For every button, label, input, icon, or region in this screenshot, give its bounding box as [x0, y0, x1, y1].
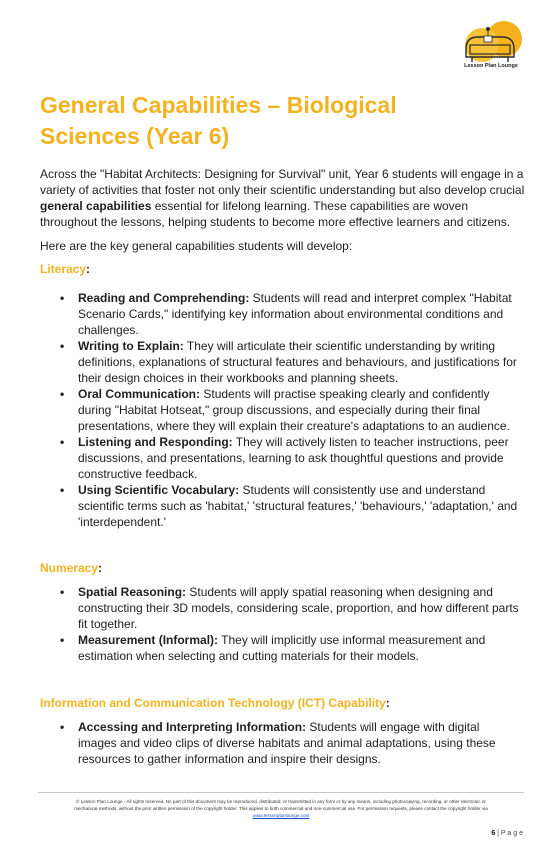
item-term: Listening and Responding: [78, 435, 233, 449]
section-heading-ict: Information and Communication Technology (ICT) Capability: [40, 696, 390, 710]
page-label: | P a g e [497, 830, 523, 837]
lead-in-text: Here are the key general capabilities students will develop: [40, 239, 353, 253]
literacy-heading-text: Literacy [40, 262, 87, 276]
page-title: General Capabilities – Biological Sciences (Year 6) [40, 92, 397, 149]
website-link[interactable]: www.lessonplanlounge.com [252, 813, 310, 818]
page-number [491, 830, 523, 837]
footer-divider [38, 792, 524, 793]
list-item: • Accessing and Interpreting Information: Students will engage with digital images and video clips of diverse habitats and animal adaptations, using these resources to gather information and inspire their designs. [60, 720, 496, 766]
numeracy-heading-text: Numeracy [40, 561, 99, 575]
copyright-line-2: mechanical methods, without the prior written permission of the copyright holder. This applies to both commercial and non-commercial use. For permission requests, please contact the copyright holder via [74, 806, 488, 811]
intro-text-1: Across the "Habitat Architects: Designing for Survival" unit, Year 6 students will engage in a variety of activities that foster not only their scientific understanding but also develop crucial [40, 167, 525, 197]
item-term: Spatial Reasoning: [78, 585, 187, 599]
copyright-footer [40, 798, 522, 819]
copyright-line-1: © Lesson Plan Lounge - All rights reserved. No part of this document may be reproduced, distributed, or transmitted in any form or by any means, including photocopying, recording, or other electronic or [76, 799, 486, 804]
page-number-value: 6 [491, 830, 496, 837]
logo-text: Lesson Plan Lounge [464, 63, 518, 69]
item-text: They will articulate their scientific understanding by writing definitions, explanations of structural features and behaviours, and justifications for their design choices in their workbooks and planning sheets. [78, 339, 517, 385]
item-term: Accessing and Interpreting Information: [78, 720, 307, 734]
item-term: Using Scientific Vocabulary: [78, 483, 240, 497]
item-term: Measurement (Informal): [78, 633, 219, 647]
list-item: • Listening and Responding: They will actively listen to teacher instructions, peer discussions, and presentations, learning to ask thoughtful questions and provide constructive feedback. [60, 435, 509, 481]
list-item: • Using Scientific Vocabulary: Students will consistently use and understand scientific terms such as 'habitat,' 'structural features,' 'behaviours,' 'adaptation,' and 'interdependent.' [60, 483, 518, 529]
item-text: They will implicitly use informal measurement and estimation when selecting and cutting materials for their models. [78, 633, 486, 663]
list-item: • Measurement (Informal): They will implicitly use informal measurement and estimation when selecting and cutting materials for their models. [60, 633, 486, 663]
section-heading-literacy: Literacy: [40, 262, 91, 276]
section-heading-numeracy: Numeracy: [40, 561, 103, 575]
item-text: Students will engage with digital images and video clips of diverse habitats and animal adaptations, using these resources to gather information and inspire their designs. [78, 720, 496, 766]
numeracy-list [58, 584, 520, 664]
item-term: Oral Communication: [78, 387, 201, 401]
intro-paragraph [40, 166, 525, 230]
item-text: Students will consistently use and understand scientific terms such as 'habitat,' 'structural features,' 'behaviours,' 'adaptation,' and 'interdependent.' [78, 483, 518, 529]
ict-heading-text: Information and Communication Technology (ICT) Capability [40, 696, 386, 710]
item-text: Students will apply spatial reasoning when designing and constructing their 3D models, considering scale, proportion, and how different parts fit together. [78, 585, 519, 631]
literacy-list [58, 290, 520, 530]
list-item: • Writing to Explain: They will articulate their scientific understanding by writing definitions, explanations of structural features and behaviours, and justifications for their design choices in their workbooks and planning sheets. [60, 339, 517, 385]
intro-text-2: essential for lifelong learning. These capabilities are woven throughout the lessons, helping students to become more effective learners and citizens. [40, 199, 511, 229]
ict-list [58, 719, 520, 767]
item-term: Writing to Explain: [78, 339, 184, 353]
list-item: • Oral Communication: Students will practise speaking clearly and confidently during "Habitat Hotseat," group discussions, and especially during their final presentations, where they will explain their creature's adaptations to an audience. [60, 387, 510, 433]
item-term: Reading and Comprehending: [78, 291, 250, 305]
item-text: Students will practise speaking clearly and confidently during "Habitat Hotseat," group discussions, and especially during their final presentations, where they will explain their creature's adaptations to an audience. [78, 387, 510, 433]
item-text: They will actively listen to teacher instructions, peer discussions, and presentations, learning to ask thoughtful questions and provide constructive feedback. [78, 435, 509, 481]
list-item: • Spatial Reasoning: Students will apply spatial reasoning when designing and constructing their 3D models, considering scale, proportion, and how different parts fit together. [60, 585, 519, 631]
list-item: • Reading and Comprehending: Students will read and interpret complex "Habitat Scenario Cards," identifying key information about environmental conditions and challenges. [60, 291, 512, 337]
intro-bold-phrase: general capabilities [40, 199, 152, 213]
item-text: Students will read and interpret complex "Habitat Scenario Cards," identifying key information about environmental conditions and challenges. [78, 291, 512, 337]
